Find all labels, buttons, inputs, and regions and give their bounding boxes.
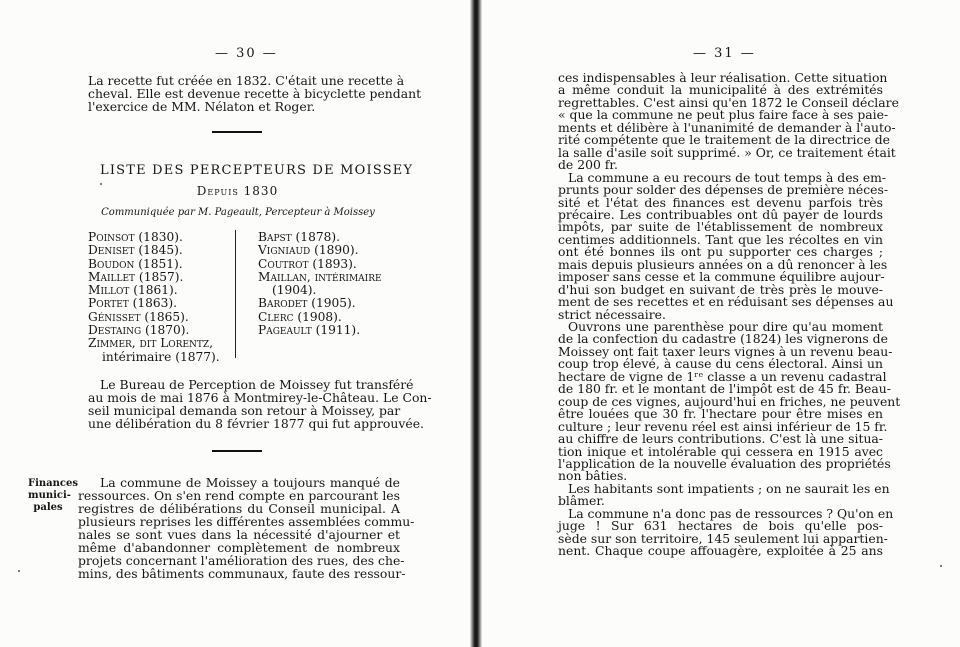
paragraph-line: plusieurs reprises les différentes assemblées commu-	[78, 514, 415, 529]
paragraph-line: mais depuis plusieurs années on a dû renoncer à les	[558, 256, 888, 272]
paragraph-line: centimes additionnels. Tant que les récoltes en vin	[558, 231, 883, 247]
paragraph-line: l'exercice de MM. Nélaton et Roger.	[88, 99, 316, 114]
paragraph-line: impôts, par suite de l'établissement de nombreux	[558, 219, 883, 235]
list-item: Clerc (1908).	[258, 309, 342, 324]
paragraph-line: d'hui son budget en suivant de très près le mouve-	[558, 281, 883, 297]
paragraph-line: nales se sont vues dans la nécessité d'ajourner et	[78, 527, 400, 542]
paragraph-line: précaire. Les contribuables ont dû payer de lourds	[558, 206, 883, 222]
paragraph-line: Ouvrons une parenthèse pour dire qu'au moment	[568, 319, 883, 334]
section-divider	[212, 131, 262, 133]
paragraph-line: tion inique et intolérable qui cessera en 1915 avec	[558, 443, 883, 459]
list-item: Maillet (1857).	[88, 269, 184, 284]
left-page	[0, 0, 474, 647]
list-title: LISTE DES PERCEPTEURS DE MOISSEY	[100, 163, 414, 178]
list-item: Zimmer, dit Lorentz,	[88, 336, 214, 351]
paragraph-line: projets concernant l'amélioration des rues, des che-	[78, 553, 405, 568]
list-item: Génisset (1865).	[88, 309, 189, 324]
paragraph-line: mins, des bâtiments communaux, faute des ressour-	[78, 566, 406, 581]
paragraph-line: Le Bureau de Perception de Moissey fut transféré	[100, 377, 414, 392]
paragraph-line: Les habitants sont impatients ; on ne saurait les en	[568, 480, 890, 496]
paragraph-line: de la confection du cadastre (1824) les vignerons de	[558, 331, 888, 347]
list-item: Maillan, intérimaire	[258, 269, 382, 284]
paragraph-line: ressources. On s'en rend compte en parcourant les	[78, 488, 400, 503]
list-item: Portet (1863).	[88, 296, 178, 311]
paragraph-line: ont été bonnes ils ont pu supporter ces charges ;	[558, 244, 883, 260]
paragraph-line: « que la commune ne peut plus faire face à ses paie-	[558, 107, 889, 123]
paragraph-line: a même conduit la municipalité à des extrémités	[558, 82, 883, 98]
paragraph-line: imposer sans cesse et la commune équilibre aujour-	[558, 269, 885, 285]
paragraph-line: ces indispensables à leur réalisation. Cette situation	[558, 70, 888, 85]
paragraph-line: la salle d'asile soit supprimé. » Or, ce traitement était	[558, 144, 896, 160]
paragraph-line: La commune a eu recours de tout temps à des em-	[568, 169, 887, 185]
list-item: (1904).	[272, 283, 317, 298]
paragraph-line: juge ! Sur 631 hectares de bois qu'elle pos-	[558, 518, 883, 534]
list-item: Barodet (1905).	[258, 296, 356, 311]
paragraph-line: ments et délibère à l'unanimité de demander à l'auto-	[558, 119, 896, 135]
paper-speck	[100, 183, 102, 185]
column-separator	[235, 230, 236, 358]
paragraph-line: une délibération du 8 février 1877 qui fut approuvée.	[88, 416, 424, 431]
paragraph-line: Moissey ont fait taxer leurs vignes à un revenu beau-	[558, 343, 893, 359]
page-number: — 31 —	[693, 46, 756, 61]
paragraph-line: La commune de Moissey a toujours manqué de	[100, 475, 400, 490]
list-subtitle: Depuis 1830	[196, 184, 279, 198]
page-number: — 30 —	[215, 46, 278, 61]
paragraph-line: non bâties.	[558, 468, 628, 484]
paper-speck	[18, 570, 20, 572]
paragraph-line: registres de délibérations du Conseil municipal. A	[78, 501, 400, 516]
paper-speck	[940, 565, 942, 567]
paragraph-line: de 180 fr. et le montant de l'impôt est de 45 fr. Beau-	[558, 381, 891, 397]
paragraph-line: l'application de la nouvelle évaluation des propriétés	[558, 455, 891, 471]
paragraph-line: prunts pour solder des dépenses de première néces-	[558, 182, 889, 198]
margin-note: Finances munici- pales	[28, 478, 78, 513]
paragraph-line: sité et l'état des finances est devenu parfois très	[558, 194, 883, 210]
list-item: Deniset (1845).	[88, 243, 183, 258]
paragraph-line: culture ; leur revenu réel est ainsi inférieur de 15 fr.	[558, 418, 888, 434]
list-item: Coutrot (1893).	[258, 256, 357, 271]
list-item: Bapst (1878).	[258, 230, 340, 244]
paragraph-line: seil municipal demanda son retour à Moissey, par	[88, 403, 401, 418]
paragraph-line: coup trop élevé, à cause du cens électoral. Ainsi un	[558, 356, 883, 372]
paragraph-line: ment de ses recettes et en réduisant ses dépenses au	[558, 294, 894, 310]
right-page	[478, 0, 960, 647]
list-item: Vigniaud (1890).	[258, 243, 359, 258]
paragraph-line: être louées que 30 fr. l'hectare pour être mises en	[558, 406, 883, 422]
paragraph-line: même d'abandonner complètement de nombreux	[78, 540, 400, 555]
list-item: intérimaire (1877).	[102, 349, 220, 364]
list-item: Millot (1861).	[88, 283, 178, 298]
paragraph-line: strict nécessaire.	[558, 306, 666, 322]
paragraph-line: au mois de mai 1876 à Montmirey-le-Château. Le Con-	[88, 390, 432, 405]
collectors-column-right	[258, 231, 382, 337]
list-item: Boudon (1851).	[88, 256, 183, 271]
list-item: Poinsot (1830).	[88, 230, 183, 244]
paragraph-line: La commune n'a donc pas de ressources ? Qu'on en	[568, 505, 894, 521]
list-item: Destaing (1870).	[88, 323, 190, 338]
paragraph-line: hectare de vigne de 1ʳᵉ classe a un revenu cadastral	[558, 368, 887, 384]
section-divider	[212, 450, 262, 452]
paragraph-line: regrettables. C'est ainsi qu'en 1872 le Conseil déclare	[558, 94, 899, 110]
paragraph-line: au chiffre de leurs contributions. C'est là une situa-	[558, 431, 883, 447]
list-attribution: Communiquée par M. Pageault, Percepteur à Moissey	[101, 207, 375, 218]
list-item: Pageault (1911).	[258, 323, 361, 338]
paragraph-line: cheval. Elle est devenue recette à bicyclette pendant	[88, 86, 422, 101]
paragraph-line: La recette fut créée en 1832. C'était une recette à	[88, 73, 405, 88]
paragraph-line: blâmer.	[558, 493, 605, 509]
paragraph-line: nent. Chaque coupe affouagère, exploitée à 25 ans	[558, 543, 883, 559]
paragraph-line: de 200 fr.	[558, 157, 618, 173]
paragraph-line: rité compétente que le traitement de la directrice de	[558, 132, 890, 148]
paragraph-line: sède sur son territoire, 145 seulement lui appartien-	[558, 530, 888, 546]
paragraph-line: coup de ces vignes, aujourd'hui en friches, ne peuvent	[558, 393, 901, 409]
collectors-column-left	[88, 231, 220, 364]
